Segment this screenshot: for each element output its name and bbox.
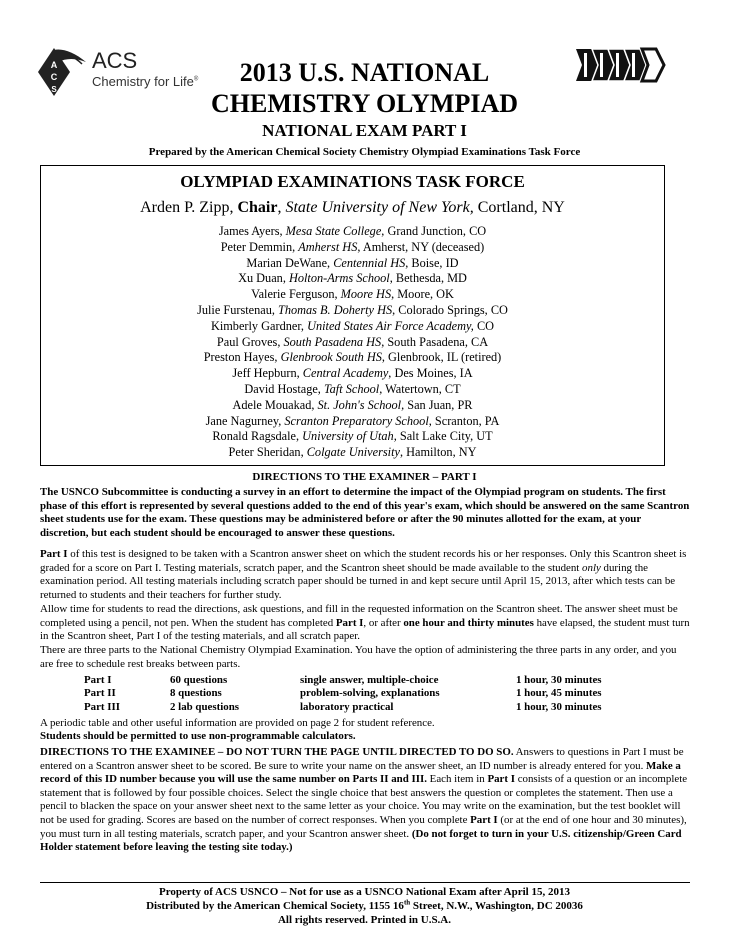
exam-part-part: Part II	[84, 687, 116, 700]
task-force-member: Marian DeWane, Centennial HS, Boise, ID	[246, 255, 459, 270]
svg-text:A: A	[50, 60, 58, 70]
exam-part-time: 1 hour, 30 minutes	[516, 700, 602, 713]
svg-text:S: S	[51, 85, 57, 94]
three-parts-paragraph: There are three parts to the National Chemistry Olympiad Examination. You have the option of administering the three parts in any order, and you are free to schedule rest breaks between parts.	[40, 644, 677, 670]
svg-text:C: C	[50, 72, 58, 82]
task-force-member: Ronald Ragsdale, University of Utah, Salt Lake City, UT	[212, 429, 493, 444]
exam-part-type: single answer, multiple-choice	[300, 674, 439, 686]
exam-part-count: 8 questions	[170, 687, 222, 700]
footer-rights-line: All rights reserved. Printed in U.S.A.	[277, 914, 452, 926]
footer-divider	[40, 882, 690, 883]
task-force-member: Paul Groves, South Pasadena HS, South Pasadena, CA	[216, 334, 489, 349]
task-force-member: Xu Duan, Holton-Arms School, Bethesda, MD	[238, 271, 467, 286]
allow-time-paragraph: Allow time for students to read the directions, ask questions, and fill in the requested information on the Scantron sheet. The answer sheet must be completed using a pencil, not pen. When the student has completed Part I, or after one hour and thirty minutes have elapsed, the student must turn in the Scantron sheet, Part I of the testing materials, and all scratch paper.	[40, 603, 690, 643]
exam-part-time: 1 hour, 30 minutes	[516, 674, 602, 686]
task-force-chair: Arden P. Zipp, Chair, State University of New York, Cortland, NY	[140, 199, 565, 216]
task-force-member: Jane Nagurney, Scranton Preparatory School, Scranton, PA	[205, 413, 500, 428]
exam-title-line2: CHEMISTRY OLYMPIAD	[210, 89, 519, 118]
task-force-member: James Ayers, Mesa State College, Grand Junction, CO	[218, 224, 487, 238]
exam-part-type: laboratory practical	[300, 700, 394, 713]
exam-part-type: problem-solving, explanations	[300, 687, 440, 700]
task-force-member: Valerie Ferguson, Moore HS, Moore, OK	[251, 287, 454, 302]
task-force-title: OLYMPIAD EXAMINATIONS TASK FORCE	[180, 172, 525, 191]
task-force-member: Peter Demmin, Amherst HS, Amherst, NY (deceased)	[220, 239, 485, 254]
examinee-directions-paragraph: DIRECTIONS TO THE EXAMINEE – DO NOT TURN THE PAGE UNTIL DIRECTED TO DO SO. Answers to questions in Part I must be entered on a Scantron answer sheet to be scored. Be sure to write your name on the answer sheet, an ID number is already entered for you. Make a record of this ID number because you will use the same number on Parts II and III. Each item in Part I consists of a question or an incomplete statement that is followed by four possible choices. Select the single choice that best answers the question or completes the statement. Then use a pencil to blacken the space on your answer sheet next to the same letter as your choice. You may write on the examination, but the test booklet will not be used for grading. Scores are based on the number of correct responses. When you complete Part I (or at the end of one hour and 30 minutes), you must turn in all testing materials, scratch paper, and your Scantron answer sheet. (Do not forget to turn in your U.S. citizenship/Green Card Holder statement before leaving the testing site today.)	[40, 746, 688, 854]
task-force-member: Kimberly Gardner, United States Air Force Academy, CO	[210, 318, 495, 333]
task-force-member: David Hostage, Taft School, Watertown, CT	[244, 381, 461, 396]
exam-part-part: Part III	[84, 700, 120, 713]
exam-title-line1: 2013 U.S. NATIONAL	[239, 58, 490, 87]
periodic-table-note: A periodic table and other useful information are provided on page 2 for student reference.	[40, 717, 435, 729]
task-force-member: Jeff Hepburn, Central Academy, Des Moines, IA	[232, 366, 473, 381]
task-force-member: Julie Furstenau, Thomas B. Doherty HS, Colorado Springs, CO	[197, 302, 508, 317]
task-force-box	[40, 165, 665, 466]
prepared-by-line: Prepared by the American Chemical Society Chemistry Olympiad Examinations Task Force	[148, 146, 581, 158]
examiner-directions-heading: DIRECTIONS TO THE EXAMINER – PART I	[252, 471, 477, 483]
footer-property-line: Property of ACS USNCO – Not for use as a USNCO National Exam after April 15, 2013	[159, 886, 570, 898]
task-force-member-list	[41, 224, 664, 461]
task-force-member: Peter Sheridan, Colgate University, Hamilton, NY	[228, 445, 477, 460]
exam-part-part: Part I	[84, 674, 112, 686]
exam-part-count: 2 lab questions	[170, 700, 239, 713]
exam-subtitle: NATIONAL EXAM PART I	[262, 121, 467, 140]
footer-address-line: Distributed by the American Chemical Society, 1155 16th Street, N.W., Washington, DC 20036	[146, 898, 583, 912]
acs-wordmark: ACS	[92, 48, 138, 73]
task-force-member: Preston Hayes, Glenbrook South HS, Glenbrook, IL (retired)	[203, 350, 502, 365]
survey-paragraph: The USNCO Subcommittee is conducting a survey in an effort to determine the impact of the Olympiad program on students. The first phase of this effort is represented by several questions added to the end of this year's exam, which should be answered on the same Scantron sheet students use for the exam. These questions may be administered before or after the 90 minutes allotted for the exam, at your discretion, but each student should be encouraged to answer these questions.	[40, 486, 690, 539]
acs-tagline: Chemistry for Life®	[92, 74, 199, 89]
exam-part-time: 1 hour, 45 minutes	[516, 687, 602, 700]
part1-paragraph: Part I of this test is designed to be taken with a Scantron answer sheet on which the student records his or her responses. Only this Scantron sheet is graded for a score on Part I. Testing materials, scratch paper, and the Scantron sheet should be made available to the student only during the examination period. All testing materials including scratch paper should be turned in and kept secure until April 15, 2013, after which tests can be returned to students and their teachers for further study.	[40, 548, 687, 601]
task-force-member: Adele Mouakad, St. John's School, San Juan, PR	[232, 397, 473, 412]
exam-part-count: 60 questions	[170, 674, 228, 686]
calculator-note: Students should be permitted to use non-programmable calculators.	[40, 730, 356, 742]
